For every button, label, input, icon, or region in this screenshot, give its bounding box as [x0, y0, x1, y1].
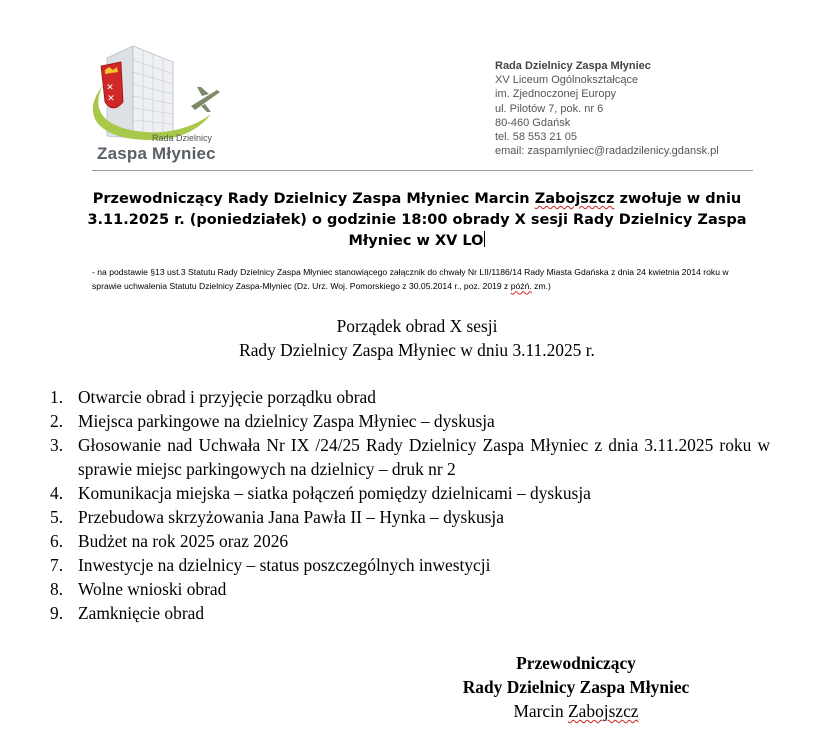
- signature-title-2: Rady Dzielnicy Zaspa Młyniec: [462, 677, 690, 697]
- agenda-item: [50, 601, 770, 625]
- svg-text:✕: ✕: [106, 83, 114, 93]
- agenda-item-text: Inwestycje na dzielnicy – status poszczególnych inwestycji: [78, 555, 491, 575]
- agenda-title-line-1: Porządek obrad X sesji: [336, 316, 498, 336]
- agenda-item-number: 6.: [50, 531, 64, 551]
- agenda-item-number: 7.: [50, 555, 64, 575]
- address-line-2: im. Zjednoczonej Europy: [495, 88, 617, 101]
- agenda-item: [50, 385, 770, 409]
- address-block: [495, 59, 719, 158]
- agenda-item-text: Miejsca parkingowe na dzielnicy Zaspa Młyniec – dyskusja: [78, 411, 495, 431]
- agenda-item-text: Otwarcie obrad i przyjęcie porządku obrad: [78, 387, 376, 407]
- address-email-line: [495, 144, 719, 158]
- agenda-item-text: Zamknięcie obrad: [78, 603, 205, 623]
- agenda-item: [50, 433, 770, 481]
- signature-block: [410, 651, 742, 723]
- agenda-item: [50, 577, 770, 601]
- agenda-title-line-2: Rady Dzielnicy Zaspa Młyniec w dniu 3.11.2025 r.: [239, 340, 595, 360]
- signature-name: [410, 699, 742, 723]
- address-org: Rada Dzielnicy Zaspa Młyniec: [495, 60, 651, 72]
- logo-subtitle: Rada Dzielnicy: [152, 133, 213, 143]
- agenda-item-number: 5.: [50, 507, 64, 527]
- convocation-heading[interactable]: [70, 189, 764, 252]
- agenda-item-text: Przebudowa skrzyżowania Jana Pawła II – Hynka – dyskusja: [78, 507, 504, 527]
- agenda-item-number: 2.: [50, 411, 64, 431]
- gdansk-coat-of-arms: [101, 62, 123, 108]
- legal-abbrev: późń.: [510, 280, 532, 291]
- legal-basis: [92, 266, 756, 293]
- convocation-part-2: zwołuje w dniu 3.11.2025 r. (poniedziałek) o godzinie 18:00 obrady X sesji Rady Dzielnicy Zaspa Młyniec w XV LO: [87, 191, 747, 249]
- signature-surname: Zabojszcz: [568, 701, 639, 721]
- email-prefix: email:: [495, 145, 528, 158]
- address-line-4: 80-460 Gdańsk: [495, 116, 571, 129]
- agenda-item-text: Budżet na rok 2025 oraz 2026: [78, 531, 289, 551]
- header-divider: [92, 170, 753, 171]
- agenda-item-number: 4.: [50, 483, 64, 503]
- signature-title-1: Przewodniczący: [516, 653, 636, 673]
- agenda-item-text: Głosowanie nad Uchwała Nr IX /24/25 Rady Dzielnicy Zaspa Młyniec z dnia 3.11.2025 roku w sprawie miejsc parkingowych na dzielnicy – druk nr 2: [78, 435, 770, 479]
- agenda-item-number: 3.: [50, 435, 64, 455]
- agenda-item: [50, 529, 770, 553]
- agenda-item-number: 8.: [50, 579, 64, 599]
- text-cursor: [484, 231, 485, 247]
- address-phone: tel. 58 553 21 05: [495, 131, 577, 144]
- logo-title: Zaspa Młyniec: [97, 144, 216, 163]
- agenda-item-text: Wolne wnioski obrad: [78, 579, 227, 599]
- agenda-item: [50, 409, 770, 433]
- signature-first-name: Marcin: [513, 701, 569, 721]
- email-address: zaspamlyniec@radadzilenicy.gdansk.pl: [527, 145, 719, 158]
- agenda-item: [50, 505, 770, 529]
- agenda-list: [50, 385, 770, 625]
- agenda-item: [50, 553, 770, 577]
- svg-text:✕: ✕: [107, 94, 115, 104]
- address-line-3: ul. Pilotów 7, pok. nr 6: [495, 102, 604, 115]
- chairman-surname: Zabojszcz: [534, 191, 615, 207]
- agenda-item: [50, 481, 770, 505]
- agenda-item-number: 1.: [50, 387, 64, 407]
- address-line-1: XV Liceum Ogólnokształcące: [495, 74, 639, 87]
- agenda-item-number: 9.: [50, 603, 64, 623]
- convocation-part-1: Przewodniczący Rady Dzielnicy Zaspa Młyniec Marcin: [92, 191, 535, 207]
- legal-text: - na podstawie §13 ust.3 Statutu Rady Dzielnicy Zaspa Młyniec stanowiącego załącznik do chwały Nr LII/1186/14 Rady Miasta Gdańska z dnia 24 kwietnia 2014 roku w sprawie uchwalenia Statutu Dzielnicy Zaspa-Młyniec (Dz. Urz. Woj. Pomorskiego z 30.05.2014 r., poz. 2019 z: [92, 267, 729, 291]
- agenda-title: [0, 314, 814, 362]
- plane-icon: [191, 87, 220, 112]
- agenda-item-text: Komunikacja miejska – siatka połączeń pomiędzy dzielnicami – dyskusja: [78, 483, 591, 503]
- legal-tail: zm.): [531, 280, 551, 291]
